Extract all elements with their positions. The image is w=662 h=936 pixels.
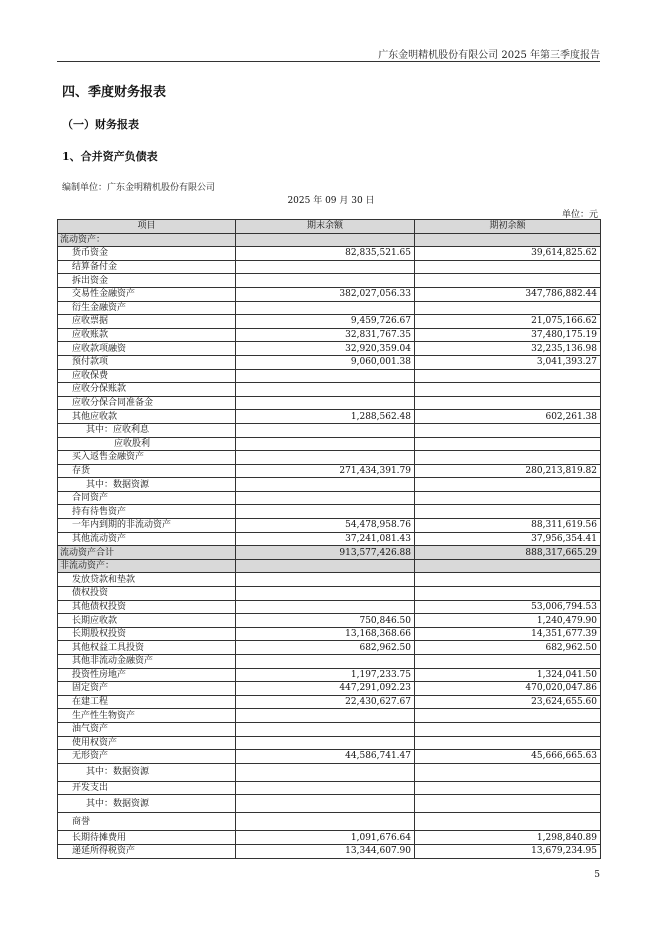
end-balance-cell: 44,586,741.47: [236, 750, 415, 764]
begin-balance-cell: [415, 573, 601, 587]
begin-balance-cell: 888,317,665.29: [415, 546, 601, 560]
table-header-row: [58, 220, 601, 234]
begin-balance-cell: 37,480,175.19: [415, 328, 601, 342]
end-balance-cell: 1,197,233.75: [236, 668, 415, 682]
end-balance-cell: [236, 655, 415, 669]
begin-balance-cell: 32,235,136.98: [415, 342, 601, 356]
end-balance-cell: [236, 369, 415, 383]
begin-balance-cell: [415, 301, 601, 315]
end-balance-cell: 750,846.50: [236, 614, 415, 628]
end-balance-cell: [236, 274, 415, 288]
end-balance-cell: 37,241,081.43: [236, 532, 415, 546]
begin-balance-cell: 280,213,819.82: [415, 464, 601, 478]
column-header-end-balance: 期末余额: [236, 220, 415, 234]
begin-balance-cell: [415, 722, 601, 736]
begin-balance-cell: [415, 369, 601, 383]
begin-balance-cell: 1,298,840.89: [415, 831, 601, 845]
end-balance-cell: [236, 587, 415, 601]
row-label: 应收账款: [58, 328, 236, 342]
table-row: [58, 287, 601, 301]
row-label: 无形资产: [58, 750, 236, 764]
end-balance-cell: [236, 559, 415, 573]
row-label: 结算备付金: [58, 260, 236, 274]
end-balance-cell: 271,434,391.79: [236, 464, 415, 478]
end-balance-cell: [236, 423, 415, 437]
table-row: [58, 695, 601, 709]
begin-balance-cell: [415, 233, 601, 247]
table-row: [58, 491, 601, 505]
begin-balance-cell: 1,240,479.90: [415, 614, 601, 628]
table-row: [58, 682, 601, 696]
begin-balance-cell: [415, 491, 601, 505]
end-balance-cell: 32,920,359.04: [236, 342, 415, 356]
row-label: 其他债权投资: [58, 600, 236, 614]
row-label: 长期待摊费用: [58, 831, 236, 845]
end-balance-cell: 32,831,767.35: [236, 328, 415, 342]
end-balance-cell: [236, 736, 415, 750]
unit-label: 单位：元: [561, 210, 598, 220]
row-label: 固定资产: [58, 682, 236, 696]
table-row: [58, 641, 601, 655]
row-label: 长期股权投资: [58, 627, 236, 641]
begin-balance-cell: [415, 274, 601, 288]
begin-balance-cell: 88,311,619.56: [415, 519, 601, 533]
row-label: 开发支出: [58, 781, 236, 795]
table-row: [58, 668, 601, 682]
end-balance-cell: 1,091,676.64: [236, 831, 415, 845]
column-header-begin-balance: 期初余额: [415, 220, 601, 234]
table-row: [58, 423, 601, 437]
table-row: [58, 655, 601, 669]
page-number: 5: [594, 870, 600, 880]
table-row: [58, 464, 601, 478]
row-label: 长期应收款: [58, 614, 236, 628]
table-row: [58, 736, 601, 750]
row-label: 其中：数据资源: [58, 478, 236, 492]
end-balance-cell: [236, 396, 415, 410]
table-row: [58, 844, 601, 858]
table-row: [58, 274, 601, 288]
row-label: 生产性生物资产: [58, 709, 236, 723]
end-balance-cell: 447,291,092.23: [236, 682, 415, 696]
end-balance-cell: [236, 709, 415, 723]
begin-balance-cell: 23,624,655.60: [415, 695, 601, 709]
row-label: 衍生金融资产: [58, 301, 236, 315]
begin-balance-cell: [415, 396, 601, 410]
row-label: 预付款项: [58, 355, 236, 369]
row-label: 其他应收款: [58, 410, 236, 424]
begin-balance-cell: [415, 655, 601, 669]
end-balance-cell: 13,168,368.66: [236, 627, 415, 641]
row-label: 流动资产：: [58, 233, 236, 247]
end-balance-cell: [236, 763, 415, 781]
table-row: [58, 750, 601, 764]
table-row: [58, 342, 601, 356]
row-label: 合同资产: [58, 491, 236, 505]
begin-balance-cell: 13,679,234.95: [415, 844, 601, 858]
begin-balance-cell: [415, 763, 601, 781]
row-label: 非流动资产：: [58, 559, 236, 573]
end-balance-cell: 82,835,521.65: [236, 247, 415, 261]
row-label: 油气资产: [58, 722, 236, 736]
begin-balance-cell: [415, 383, 601, 397]
subsection-title: （一）财务报表: [62, 118, 139, 131]
begin-balance-cell: [415, 813, 601, 831]
end-balance-cell: 13,344,607.90: [236, 844, 415, 858]
end-balance-cell: [236, 813, 415, 831]
row-label: 递延所得税资产: [58, 844, 236, 858]
begin-balance-cell: [415, 505, 601, 519]
begin-balance-cell: [415, 795, 601, 813]
table-row: [58, 451, 601, 465]
end-balance-cell: [236, 383, 415, 397]
table-row: [58, 722, 601, 736]
end-balance-cell: 913,577,426.88: [236, 546, 415, 560]
row-label: 应收分保账款: [58, 383, 236, 397]
end-balance-cell: [236, 233, 415, 247]
row-label: 应收票据: [58, 315, 236, 329]
table-row: [58, 532, 601, 546]
row-label: 其他权益工具投资: [58, 641, 236, 655]
begin-balance-cell: 53,006,794.53: [415, 600, 601, 614]
end-balance-cell: 9,459,726.67: [236, 315, 415, 329]
begin-balance-cell: 682,962.50: [415, 641, 601, 655]
table-row: [58, 781, 601, 795]
table-row: [58, 301, 601, 315]
begin-balance-cell: [415, 260, 601, 274]
row-label: 应收股利: [58, 437, 236, 451]
table-row: [58, 410, 601, 424]
begin-balance-cell: [415, 559, 601, 573]
table-row: [58, 260, 601, 274]
table-row: [58, 627, 601, 641]
row-label: 货币资金: [58, 247, 236, 261]
row-label: 使用权资产: [58, 736, 236, 750]
header-divider: [57, 61, 600, 62]
row-label: 其他流动资产: [58, 532, 236, 546]
begin-balance-cell: 470,020,047.86: [415, 682, 601, 696]
row-label: 一年内到期的非流动资产: [58, 519, 236, 533]
row-label: 存货: [58, 464, 236, 478]
end-balance-cell: [236, 781, 415, 795]
begin-balance-cell: 14,351,677.39: [415, 627, 601, 641]
row-label: 交易性金融资产: [58, 287, 236, 301]
table-row: [58, 396, 601, 410]
end-balance-cell: [236, 301, 415, 315]
row-label: 拆出资金: [58, 274, 236, 288]
end-balance-cell: [236, 451, 415, 465]
row-label: 其中：数据资源: [58, 795, 236, 813]
row-label: 流动资产合计: [58, 546, 236, 560]
table-row: [58, 573, 601, 587]
table-row: [58, 763, 601, 781]
begin-balance-cell: 37,956,354.41: [415, 532, 601, 546]
row-label: 其中：数据资源: [58, 763, 236, 781]
table-row: [58, 587, 601, 601]
report-date: 2025 年 09 月 30 日: [287, 196, 375, 206]
row-label: 应收分保合同准备金: [58, 396, 236, 410]
row-label: 应收款项融资: [58, 342, 236, 356]
row-label: 商誉: [58, 813, 236, 831]
begin-balance-cell: 45,666,665.63: [415, 750, 601, 764]
table-row: [58, 383, 601, 397]
end-balance-cell: 682,962.50: [236, 641, 415, 655]
row-label: 投资性房地产: [58, 668, 236, 682]
row-label: 买入返售金融资产: [58, 451, 236, 465]
table-row: [58, 546, 601, 560]
begin-balance-cell: 347,786,882.44: [415, 287, 601, 301]
table-row: [58, 813, 601, 831]
table-row: [58, 709, 601, 723]
statement-title: 1、合并资产负债表: [62, 150, 158, 163]
table-row: [58, 614, 601, 628]
end-balance-cell: [236, 491, 415, 505]
table-row: [58, 355, 601, 369]
begin-balance-cell: [415, 437, 601, 451]
begin-balance-cell: 21,075,166.62: [415, 315, 601, 329]
end-balance-cell: [236, 795, 415, 813]
row-label: 持有待售资产: [58, 505, 236, 519]
row-label: 其他非流动金融资产: [58, 655, 236, 669]
table-row: [58, 795, 601, 813]
end-balance-cell: 22,430,627.67: [236, 695, 415, 709]
begin-balance-cell: [415, 736, 601, 750]
end-balance-cell: [236, 478, 415, 492]
end-balance-cell: [236, 505, 415, 519]
report-header: 广东金明精机股份有限公司 2025 年第三季度报告: [378, 50, 600, 61]
compiler-line: 编制单位：广东金明精机股份有限公司: [62, 183, 216, 193]
row-label: 在建工程: [58, 695, 236, 709]
begin-balance-cell: [415, 478, 601, 492]
table-row: [58, 328, 601, 342]
table-row: [58, 519, 601, 533]
begin-balance-cell: [415, 587, 601, 601]
row-label: 其中：应收利息: [58, 423, 236, 437]
table-row: [58, 437, 601, 451]
section-title: 四、季度财务报表: [62, 85, 167, 100]
balance-sheet-table: [57, 219, 601, 859]
row-label: 债权投资: [58, 587, 236, 601]
column-header-item: 项目: [58, 220, 236, 234]
end-balance-cell: 1,288,562.48: [236, 410, 415, 424]
table-row: [58, 505, 601, 519]
table-row: [58, 600, 601, 614]
end-balance-cell: 54,478,958.76: [236, 519, 415, 533]
end-balance-cell: 9,060,001.38: [236, 355, 415, 369]
table-row: [58, 369, 601, 383]
begin-balance-cell: 39,614,825.62: [415, 247, 601, 261]
table-row: [58, 315, 601, 329]
end-balance-cell: [236, 260, 415, 274]
begin-balance-cell: [415, 423, 601, 437]
end-balance-cell: [236, 600, 415, 614]
end-balance-cell: [236, 722, 415, 736]
table-row: [58, 831, 601, 845]
end-balance-cell: [236, 437, 415, 451]
table-row: [58, 559, 601, 573]
begin-balance-cell: [415, 781, 601, 795]
table-row: [58, 478, 601, 492]
begin-balance-cell: 1,324,041.50: [415, 668, 601, 682]
end-balance-cell: [236, 573, 415, 587]
begin-balance-cell: [415, 709, 601, 723]
begin-balance-cell: 3,041,393.27: [415, 355, 601, 369]
end-balance-cell: 382,027,056.33: [236, 287, 415, 301]
row-label: 发放贷款和垫款: [58, 573, 236, 587]
row-label: 应收保费: [58, 369, 236, 383]
begin-balance-cell: 602,261.38: [415, 410, 601, 424]
begin-balance-cell: [415, 451, 601, 465]
table-row: [58, 233, 601, 247]
table-row: [58, 247, 601, 261]
